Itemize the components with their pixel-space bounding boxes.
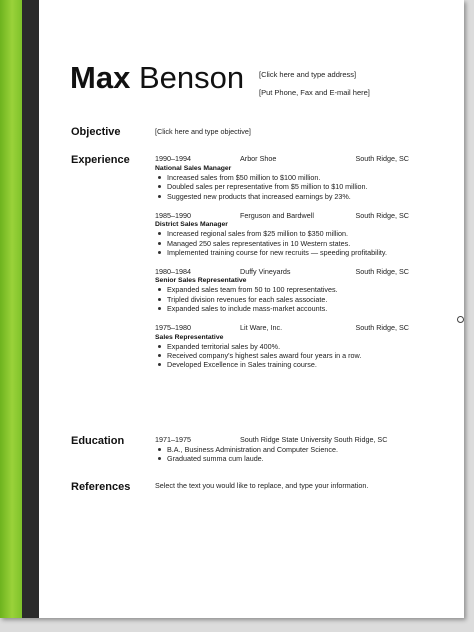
bullet-item[interactable] bbox=[155, 285, 409, 294]
job-title[interactable]: District Sales Manager bbox=[155, 221, 228, 229]
bullet-item[interactable] bbox=[155, 445, 409, 454]
job-employer[interactable]: Arbor Shoe bbox=[240, 154, 277, 164]
contact-placeholder[interactable]: [Put Phone, Fax and E-mail here] bbox=[259, 88, 370, 97]
bullet-text[interactable]: Managed 250 sales representatives in 10 Western states. bbox=[167, 238, 351, 248]
job-dates[interactable]: 1975–1980 bbox=[155, 322, 191, 332]
job-bullets bbox=[155, 173, 409, 201]
bullet-item[interactable] bbox=[155, 239, 409, 248]
job-entry bbox=[155, 154, 409, 201]
job-title[interactable]: Senior Sales Representative bbox=[155, 277, 247, 285]
job-dates[interactable]: 1985–1990 bbox=[155, 210, 191, 220]
bullet-icon bbox=[158, 448, 161, 451]
job-dates[interactable]: 1980–1984 bbox=[155, 266, 191, 276]
bullet-item[interactable] bbox=[155, 182, 409, 191]
bullet-icon bbox=[158, 176, 161, 179]
bullet-item[interactable] bbox=[155, 248, 409, 257]
bullet-text[interactable]: B.A., Business Administration and Computer Science. bbox=[167, 445, 338, 454]
job-location[interactable]: South Ridge, SC bbox=[355, 154, 409, 164]
job-location[interactable]: South Ridge, SC bbox=[355, 266, 409, 276]
job-entry bbox=[155, 323, 409, 370]
education-heading: Education bbox=[71, 435, 125, 447]
job-employer[interactable]: Ferguson and Bardwell bbox=[240, 210, 314, 220]
objective-placeholder[interactable]: [Click here and type objective] bbox=[155, 127, 251, 136]
job-title[interactable]: Sales Representative bbox=[155, 333, 224, 341]
bullet-item[interactable] bbox=[155, 454, 409, 463]
job-bullets bbox=[155, 229, 409, 257]
job-employer[interactable]: Lit Ware, Inc. bbox=[240, 322, 283, 332]
bullet-text[interactable]: Increased sales from $50 million to $100 million. bbox=[167, 173, 321, 182]
last-name[interactable]: Benson bbox=[138, 60, 245, 95]
candidate-name[interactable] bbox=[70, 60, 244, 96]
job-location[interactable]: South Ridge, SC bbox=[355, 210, 409, 220]
bullet-icon bbox=[158, 251, 161, 254]
job-bullets bbox=[155, 285, 409, 313]
resize-handle-icon[interactable] bbox=[457, 316, 464, 323]
first-name[interactable]: Max bbox=[70, 60, 131, 95]
bullet-item[interactable] bbox=[155, 229, 409, 238]
education-block bbox=[155, 435, 409, 464]
bullet-text[interactable]: Expanded sales to include mass-market accounts. bbox=[167, 304, 328, 314]
bullet-text[interactable]: Doubled sales per representative from $5 million to $10 million. bbox=[167, 182, 368, 192]
bullet-text[interactable]: Received company's highest sales award four years in a row. bbox=[167, 351, 362, 361]
job-location[interactable]: South Ridge, SC bbox=[355, 322, 409, 332]
bullet-text[interactable]: Suggested new products that increased earnings by 23%. bbox=[167, 191, 351, 201]
bullet-icon bbox=[158, 354, 161, 357]
job-dates[interactable]: 1990–1994 bbox=[155, 154, 191, 164]
education-bullets bbox=[155, 445, 409, 464]
bullet-icon bbox=[158, 185, 161, 188]
bullet-text[interactable]: Expanded sales team from 50 to 100 representatives. bbox=[167, 285, 338, 295]
bullet-icon bbox=[158, 242, 161, 245]
bullet-icon bbox=[158, 195, 161, 198]
experience-heading: Experience bbox=[71, 154, 130, 166]
bullet-text[interactable]: Tripled division revenues for each sales associate. bbox=[167, 294, 328, 304]
objective-heading: Objective bbox=[71, 126, 121, 138]
job-title[interactable]: National Sales Manager bbox=[155, 165, 232, 172]
job-entry bbox=[155, 266, 409, 313]
bullet-item[interactable] bbox=[155, 304, 409, 313]
bullet-text[interactable]: Increased regional sales from $25 million to $350 million. bbox=[167, 229, 348, 239]
bullet-item[interactable] bbox=[155, 295, 409, 304]
job-bullets bbox=[155, 342, 409, 370]
bullet-text[interactable]: Developed Excellence in Sales training course. bbox=[167, 360, 317, 370]
bullet-icon bbox=[158, 307, 161, 310]
bullet-item[interactable] bbox=[155, 360, 409, 369]
bullet-text[interactable]: Graduated summa cum laude. bbox=[167, 454, 264, 464]
bullet-item[interactable] bbox=[155, 173, 409, 182]
address-placeholder[interactable]: [Click here and type address] bbox=[259, 70, 357, 79]
education-school[interactable]: South Ridge State University South Ridge, SC bbox=[240, 435, 388, 445]
bullet-item[interactable] bbox=[155, 192, 409, 201]
bullet-item[interactable] bbox=[155, 342, 409, 351]
education-dates[interactable]: 1971–1975 bbox=[155, 435, 191, 445]
bullet-icon bbox=[158, 345, 161, 348]
bullet-icon bbox=[158, 457, 161, 460]
accent-green-bar bbox=[0, 0, 22, 618]
accent-dark-bar bbox=[22, 0, 39, 618]
references-heading: References bbox=[71, 481, 131, 493]
bullet-item[interactable] bbox=[155, 351, 409, 360]
bullet-icon bbox=[158, 232, 161, 235]
bullet-icon bbox=[158, 298, 161, 301]
bullet-icon bbox=[158, 288, 161, 291]
experience-list bbox=[155, 154, 409, 379]
job-entry bbox=[155, 210, 409, 257]
job-employer[interactable]: Duffy Vineyards bbox=[240, 266, 291, 276]
bullet-icon bbox=[158, 363, 161, 366]
references-text[interactable]: Select the text you would like to replace, and type your information. bbox=[155, 481, 369, 490]
bullet-text[interactable]: Expanded territorial sales by 400%. bbox=[167, 341, 281, 351]
bullet-text[interactable]: Implemented training course for new recruits — speeding profitability. bbox=[167, 248, 387, 258]
